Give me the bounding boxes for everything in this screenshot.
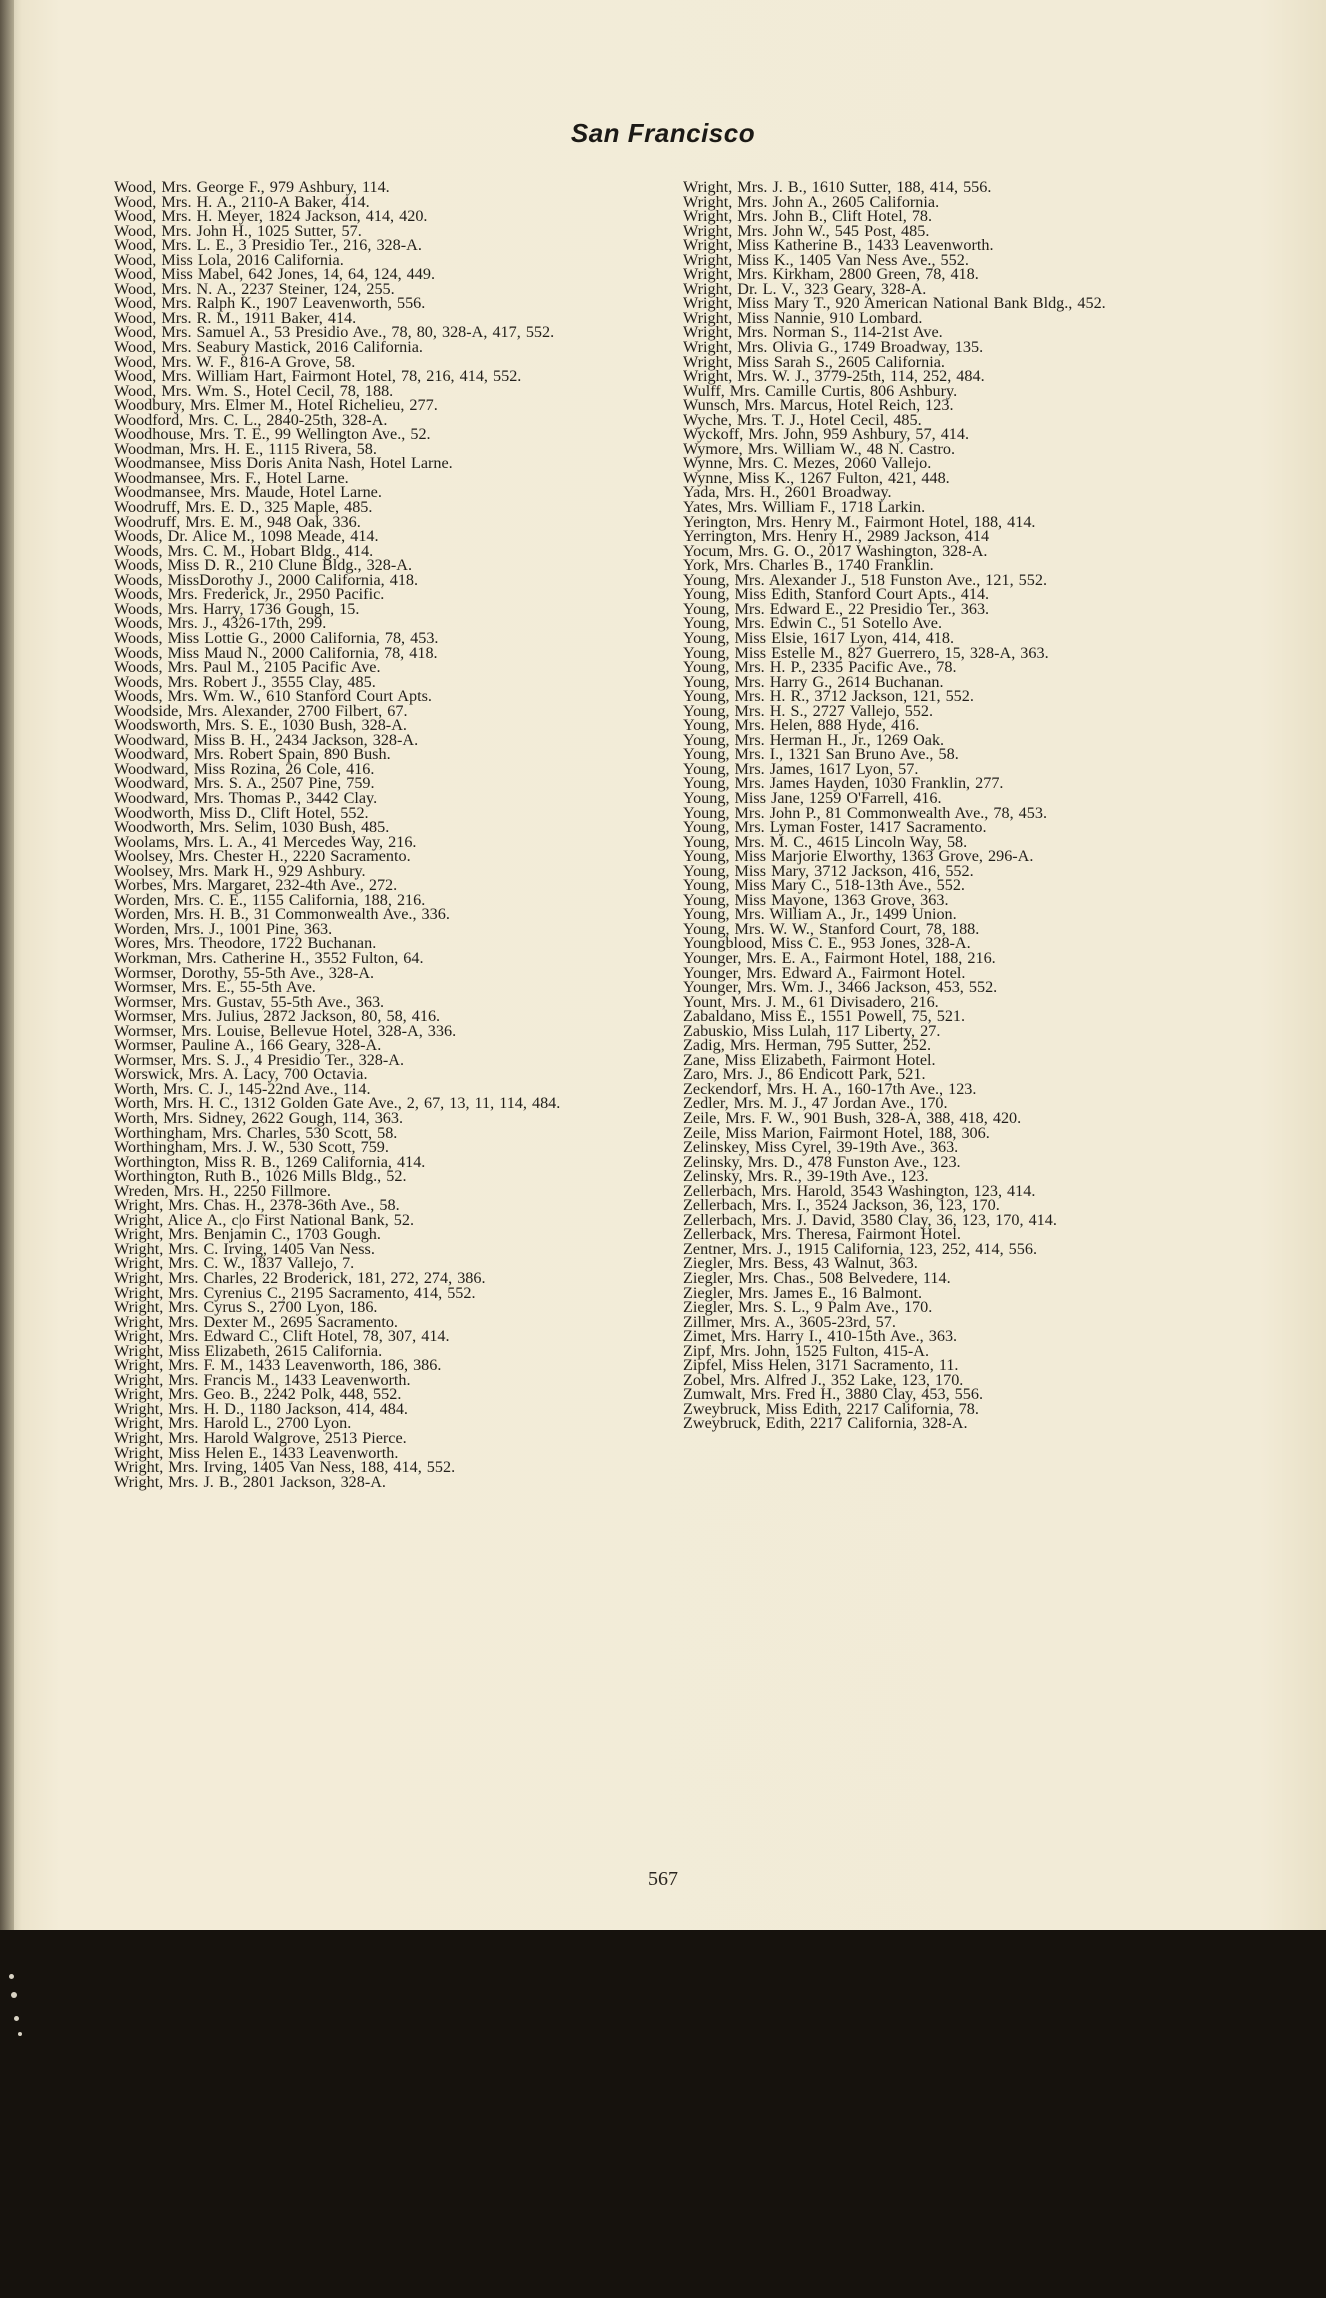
directory-entry: Wymore, Mrs. William W., 48 N. Castro. [683,439,956,458]
directory-entry: Woodmansee, Mrs. F., Hotel Larne. [114,468,349,487]
directory-entry: York, Mrs. Charles B., 1740 Franklin. [683,556,934,575]
directory-entry: Wreden, Mrs. H., 2250 Fillmore. [114,1181,331,1200]
directory-entry: Woolsey, Mrs. Chester H., 2220 Sacramento. [114,847,411,866]
directory-entry: Woodward, Mrs. Robert Spain, 890 Bush. [114,745,391,764]
directory-entry: Young, Mrs. Harry G., 2614 Buchanan. [683,672,944,691]
directory-entry: Woodmansee, Mrs. Maude, Hotel Larne. [114,483,382,502]
directory-entry: Zeile, Miss Marion, Fairmont Hotel, 188, 306. [683,1123,990,1142]
directory-entry: Young, Miss Mary, 3712 Jackson, 416, 552. [683,861,974,880]
directory-entry: Woods, MissDorothy J., 2000 California, 418. [114,570,419,589]
dust-speck [14,2016,19,2021]
directory-entry: Wright, Mrs. Francis M., 1433 Leavenworth. [114,1370,411,1389]
directory-entry: Wunsch, Mrs. Marcus, Hotel Reich, 123. [683,396,954,415]
directory-entry: Zeile, Mrs. F. W., 901 Bush, 328-A, 388, 418, 420. [683,1109,1022,1127]
directory-entry: Wormser, Dorothy, 55-5th Ave., 328-A. [114,963,375,982]
directory-entry: Wright, Mrs. H. D., 1180 Jackson, 414, 484. [114,1399,408,1418]
directory-entry: Young, Mrs. H. R., 3712 Jackson, 121, 552. [683,687,974,706]
directory-entry: Zellerback, Mrs. Theresa, Fairmont Hotel. [683,1225,961,1244]
directory-entry: Wright, Mrs. Kirkham, 2800 Green, 78, 418. [683,265,979,284]
directory-entry: Wulff, Mrs. Camille Curtis, 806 Ashbury. [683,381,958,400]
directory-entry: Wright, Miss Elizabeth, 2615 California. [114,1341,383,1360]
directory-entry: Wright, Mrs. Norman S., 114-21st Ave. [683,323,943,342]
directory-entry: Younger, Mrs. Wm. J., 3466 Jackson, 453, 552. [683,978,998,997]
directory-entry: Young, Miss Mary C., 518-13th Ave., 552. [683,876,965,895]
directory-entry: Woodsworth, Mrs. S. E., 1030 Bush, 328-A. [114,716,407,735]
directory-entry: Yocum, Mrs. G. O., 2017 Washington, 328-A. [683,541,988,560]
directory-entry: Wright, Mrs. Olivia G., 1749 Broadway, 135. [683,338,984,357]
directory-entry: Yerrington, Mrs. Henry H., 2989 Jackson, 414 [683,527,990,546]
directory-entry: Wynne, Miss K., 1267 Fulton, 421, 448. [683,468,950,487]
directory-entry: Woods, Mrs. Robert J., 3555 Clay, 485. [114,672,376,691]
directory-entry: Zadig, Mrs. Herman, 795 Sutter, 252. [683,1036,932,1055]
directory-entry: Wright, Mrs. W. J., 3779-25th, 114, 252, 484. [683,367,985,386]
directory-entry: Young, Mrs. James Hayden, 1030 Franklin, 277. [683,774,1004,793]
directory-entry: Ziegler, Mrs. James E., 16 Balmont. [683,1283,923,1302]
left-directory-column [114,180,654,1489]
dust-speck [11,1992,17,1998]
directory-entry: Woodruff, Mrs. E. D., 325 Maple, 485. [114,498,373,517]
directory-entry: Young, Mrs. Lyman Foster, 1417 Sacramento. [683,818,987,837]
directory-entry: Wormser, Mrs. Louise, Bellevue Hotel, 328-A, 336. [114,1021,457,1040]
directory-entry: Wright, Mrs. J. B., 1610 Sutter, 188, 414, 556. [683,178,992,196]
directory-entry: Zipf, Mrs. John, 1525 Fulton, 415-A. [683,1341,930,1360]
directory-entry: Wood, Mrs. Wm. S., Hotel Cecil, 78, 188. [114,381,394,400]
directory-entry: Wright, Mrs. John B., Clift Hotel, 78. [683,207,933,226]
directory-entry: Wright, Alice A., c|o First National Bank, 52. [114,1210,415,1229]
directory-entry: Woods, Mrs. C. M., Hobart Bldg., 414. [114,541,374,560]
directory-entry: Wood, Mrs. William Hart, Fairmont Hotel, 78, 216, 414, 552. [114,367,522,386]
directory-entry: Wright, Mrs. Edward C., Clift Hotel, 78, 307, 414. [114,1327,450,1346]
directory-entry: Wright, Mrs. Dexter M., 2695 Sacramento. [114,1312,398,1331]
directory-entry: Wormser, Pauline A., 166 Geary, 328-A. [114,1036,382,1055]
directory-entry: Young, Mrs. John P., 81 Commonwealth Ave., 78, 453. [683,803,1048,822]
directory-entry: Zabuskio, Miss Lulah, 117 Liberty, 27. [683,1021,941,1040]
directory-entry: Worth, Mrs. C. J., 145-22nd Ave., 114. [114,1079,371,1098]
directory-entry: Wormser, Mrs. Julius, 2872 Jackson, 80, 58, 416. [114,1007,441,1026]
directory-entry: Wood, Mrs. John H., 1025 Sutter, 57. [114,221,362,240]
directory-entry: Woods, Miss Lottie G., 2000 California, 78, 453. [114,628,439,647]
directory-entry: Worthington, Ruth B., 1026 Mills Bldg., 52. [114,1167,407,1186]
directory-entry: Yates, Mrs. William F., 1718 Larkin. [683,498,926,517]
directory-entry: Woodmansee, Miss Doris Anita Nash, Hotel Larne. [114,454,453,473]
directory-entry: Wright, Mrs. Harold Walgrove, 2513 Pierce. [114,1429,407,1448]
directory-entry: Young, Mrs. William A., Jr., 1499 Union. [683,905,957,924]
directory-entry: Woolsey, Mrs. Mark H., 929 Ashbury. [114,861,366,880]
directory-entry: Wright, Miss Mary T., 920 American National Bank Bldg., 452. [683,294,1106,313]
directory-entry: Worth, Mrs. Sidney, 2622 Gough, 114, 363. [114,1109,404,1127]
directory-entry: Zobel, Mrs. Alfred J., 352 Lake, 123, 170. [683,1370,964,1389]
directory-entry: Wood, Mrs. Seabury Mastick, 2016 California. [114,338,423,357]
directory-entry: Worthingham, Mrs. Charles, 530 Scott, 58. [114,1123,398,1142]
directory-entry: Wright, Mrs. Charles, 22 Broderick, 181, 272, 274, 386. [114,1269,486,1288]
directory-entry: Wood, Mrs. Samuel A., 53 Presidio Ave., 78, 80, 328-A, 417, 552. [114,323,555,342]
directory-entry: Zillmer, Mrs. A., 3605-23rd, 57. [683,1312,896,1331]
directory-entry: Zelinsky, Mrs. R., 39-19th Ave., 123. [683,1167,929,1186]
directory-entry: Woodhouse, Mrs. T. E., 99 Wellington Ave., 52. [114,425,431,444]
directory-entry: Wormser, Mrs. Gustav, 55-5th Ave., 363. [114,992,385,1011]
directory-entry: Worthington, Miss R. B., 1269 California, 414. [114,1152,426,1171]
directory-entry: Worden, Mrs. J., 1001 Pine, 363. [114,919,333,938]
directory-entry: Wright, Mrs. Irving, 1405 Van Ness, 188, 414, 552. [114,1458,456,1477]
directory-entry: Yerington, Mrs. Henry M., Fairmont Hotel, 188, 414. [683,512,1036,531]
directory-entry: Worden, Mrs. H. B., 31 Commonwealth Ave., 336. [114,905,450,924]
directory-entry: Worbes, Mrs. Margaret, 232-4th Ave., 272. [114,876,398,895]
directory-entry: Woods, Miss D. R., 210 Clune Bldg., 328-A. [114,556,412,575]
directory-entry: Zedler, Mrs. M. J., 47 Jordan Ave., 170. [683,1094,948,1113]
directory-entry: Wright, Mrs. C. W., 1837 Vallejo, 7. [114,1254,355,1273]
directory-entry: Woods, Miss Maud N., 2000 California, 78, 418. [114,643,438,662]
directory-entry: Woodbury, Mrs. Elmer M., Hotel Richelieu, 277. [114,396,438,415]
directory-entry: Wood, Miss Mabel, 642 Jones, 14, 64, 124, 449. [114,265,435,284]
directory-entry: Woodward, Mrs. Thomas P., 3442 Clay. [114,788,378,807]
directory-entry: Zimet, Mrs. Harry I., 410-15th Ave., 363. [683,1327,958,1346]
directory-entry: Woods, Mrs. Paul M., 2105 Pacific Ave. [114,658,381,677]
directory-entry: Zaro, Mrs. J., 86 Endicott Park, 521. [683,1065,926,1084]
directory-entry: Zabaldano, Miss E., 1551 Powell, 75, 521. [683,1007,966,1026]
directory-entry: Wright, Mrs. F. M., 1433 Leavenworth, 186, 386. [114,1356,442,1375]
directory-entry: Wood, Mrs. W. F., 816-A Grove, 58. [114,352,356,371]
directory-entry: Zellerbach, Mrs. Harold, 3543 Washington, 123, 414. [683,1181,1036,1200]
directory-entry: Ziegler, Mrs. S. L., 9 Palm Ave., 170. [683,1298,933,1317]
directory-entry: Zipfel, Miss Helen, 3171 Sacramento, 11. [683,1356,959,1375]
directory-entry: Wright, Miss Nannie, 910 Lombard. [683,308,923,327]
directory-entry: Wood, Mrs. R. M., 1911 Baker, 414. [114,308,357,327]
directory-entry: Young, Miss Jane, 1259 O'Farrell, 416. [683,788,942,807]
directory-entry: Yount, Mrs. J. M., 61 Divisadero, 216. [683,992,939,1011]
directory-entry: Wright, Mrs. J. B., 2801 Jackson, 328-A. [114,1472,386,1491]
directory-entry: Youngblood, Miss C. E., 953 Jones, 328-A. [683,934,971,953]
directory-entry: Worthingham, Mrs. J. W., 530 Scott, 759. [114,1138,389,1157]
directory-entry: Woods, Mrs. Harry, 1736 Gough, 15. [114,599,360,618]
directory-entry: Woods, Mrs. Wm. W., 610 Stanford Court Apts. [114,687,432,706]
directory-entry: Zellerbach, Mrs. I., 3524 Jackson, 36, 123, 170. [683,1196,1000,1215]
directory-entry: Woodward, Mrs. S. A., 2507 Pine, 759. [114,774,375,793]
directory-entry: Zumwalt, Mrs. Fred H., 3880 Clay, 453, 556. [683,1385,984,1404]
directory-entry: Woodside, Mrs. Alexander, 2700 Filbert, 67. [114,701,408,720]
directory-entry: Younger, Mrs. E. A., Fairmont Hotel, 188, 216. [683,948,996,967]
directory-entry: Wright, Miss Helen E., 1433 Leavenworth. [114,1443,399,1462]
directory-entry: Young, Mrs. Helen, 888 Hyde, 416. [683,716,920,735]
directory-entry: Workman, Mrs. Catherine H., 3552 Fulton, 64. [114,948,424,967]
dust-speck [18,2032,22,2036]
directory-entry: Young, Miss Estelle M., 827 Guerrero, 15, 328-A, 363. [683,643,1049,662]
directory-entry: Wright, Mrs. Cyrenius C., 2195 Sacramento, 414, 552. [114,1283,476,1302]
directory-entry: Young, Miss Mayone, 1363 Grove, 363. [683,890,949,909]
directory-entry: Zane, Miss Elizabeth, Fairmont Hotel. [683,1050,936,1069]
directory-entry: Woods, Dr. Alice M., 1098 Meade, 414. [114,527,379,546]
directory-entry: Young, Miss Edith, Stanford Court Apts., 414. [683,585,990,604]
directory-entry: Wright, Miss K., 1405 Van Ness Ave., 552. [683,250,969,269]
directory-entry: Woodford, Mrs. C. L., 2840-25th, 328-A. [114,410,388,429]
directory-entry: Worden, Mrs. C. E., 1155 California, 188, 216. [114,890,426,909]
directory-entry: Woodruff, Mrs. E. M., 948 Oak, 336. [114,512,361,531]
directory-entry: Worth, Mrs. H. C., 1312 Golden Gate Ave., 2, 67, 13, 11, 114, 484. [114,1094,561,1113]
directory-entry: Zweybruck, Edith, 2217 California, 328-A. [683,1414,968,1433]
right-directory-column [683,180,1228,1431]
directory-entry: Zweybruck, Miss Edith, 2217 California, 78. [683,1399,979,1418]
directory-entry: Woods, Mrs. J., 4326-17th, 299. [114,614,327,633]
directory-entry: Wright, Mrs. Cyrus S., 2700 Lyon, 186. [114,1298,378,1317]
directory-entry: Woodward, Miss Rozina, 26 Cole, 416. [114,759,375,778]
page-number: 567 [648,1868,678,1890]
directory-entry: Woodward, Miss B. H., 2434 Jackson, 328-A. [114,730,419,749]
directory-entry: Young, Mrs. H. P., 2335 Pacific Ave., 78. [683,658,957,677]
directory-entry: Zelinsky, Mrs. D., 478 Funston Ave., 123. [683,1152,961,1171]
directory-entry: Woodworth, Mrs. Selim, 1030 Bush, 485. [114,818,390,837]
directory-entry: Young, Mrs. I., 1321 San Bruno Ave., 58. [683,745,959,764]
directory-entry: Wores, Mrs. Theodore, 1722 Buchanan. [114,934,377,953]
directory-entry: Wright, Mrs. Geo. B., 2242 Polk, 448, 552. [114,1385,402,1404]
directory-entry: Young, Mrs. James, 1617 Lyon, 57. [683,759,919,778]
directory-entry: Zellerbach, Mrs. J. David, 3580 Clay, 36, 123, 170, 414. [683,1210,1057,1229]
directory-entry: Woodman, Mrs. H. E., 1115 Rivera, 58. [114,439,377,458]
directory-entry: Wood, Mrs. H. Meyer, 1824 Jackson, 414, 420. [114,207,428,226]
directory-entry: Younger, Mrs. Edward A., Fairmont Hotel. [683,963,966,982]
page-gutter-shadow [0,0,14,1930]
directory-entry: Young, Mrs. W. W., Stanford Court, 78, 188. [683,919,980,938]
directory-entry: Wynne, Mrs. C. Mezes, 2060 Vallejo. [683,454,932,473]
scan-background [0,1930,1326,2298]
directory-entry: Young, Mrs. Edward E., 22 Presidio Ter., 363. [683,599,990,618]
directory-entry: Wright, Mrs. C. Irving, 1405 Van Ness. [114,1239,375,1258]
directory-entry: Ziegler, Mrs. Bess, 43 Walnut, 363. [683,1254,918,1273]
directory-entry: Wyckoff, Mrs. John, 959 Ashbury, 57, 414. [683,425,970,444]
directory-entry: Young, Mrs. M. C., 4615 Lincoln Way, 58. [683,832,968,851]
directory-entry: Wood, Miss Lola, 2016 California. [114,250,344,269]
directory-entry: Wood, Mrs. N. A., 2237 Steiner, 124, 255. [114,279,395,298]
directory-entry: Wright, Miss Katherine B., 1433 Leavenworth. [683,236,994,255]
directory-entry: Yada, Mrs. H., 2601 Broadway. [683,483,892,502]
directory-entry: Young, Mrs. H. S., 2727 Vallejo, 552. [683,701,934,720]
directory-entry: Young, Mrs. Edwin C., 51 Sotello Ave. [683,614,943,633]
directory-entry: Wormser, Mrs. S. J., 4 Presidio Ter., 328-A. [114,1050,405,1069]
directory-entry: Zeckendorf, Mrs. H. A., 160-17th Ave., 123. [683,1079,977,1098]
directory-entry: Young, Mrs. Herman H., Jr., 1269 Oak. [683,730,945,749]
directory-entry: Woolams, Mrs. L. A., 41 Mercedes Way, 216. [114,832,417,851]
directory-entry: Worswick, Mrs. A. Lacy, 700 Octavia. [114,1065,368,1084]
directory-entry: Woods, Mrs. Frederick, Jr., 2950 Pacific. [114,585,385,604]
directory-entry: Ziegler, Mrs. Chas., 508 Belvedere, 114. [683,1269,951,1288]
directory-entry: Wright, Mrs. Harold L., 2700 Lyon. [114,1414,352,1433]
directory-entry: Zentner, Mrs. J., 1915 California, 123, 252, 414, 556. [683,1239,1037,1258]
directory-entry: Wood, Mrs. Ralph K., 1907 Leavenworth, 556. [114,294,426,313]
directory-entry: Wood, Mrs. George F., 979 Ashbury, 114. [114,178,390,196]
directory-entry: Wright, Mrs. John A., 2605 California. [683,192,940,211]
page-title: San Francisco [570,118,756,148]
directory-entry: Young, Miss Marjorie Elworthy, 1363 Grove, 296-A. [683,847,1034,866]
directory-entry: Wright, Mrs. Chas. H., 2378-36th Ave., 58. [114,1196,400,1215]
directory-entry: Wright, Miss Sarah S., 2605 California. [683,352,945,371]
dust-speck [9,1974,14,1979]
directory-entry: Young, Mrs. Alexander J., 518 Funston Ave., 121, 552. [683,570,1047,589]
directory-entry: Young, Miss Elsie, 1617 Lyon, 414, 418. [683,628,955,647]
directory-entry: Zelinskey, Miss Cyrel, 39-19th Ave., 363. [683,1138,959,1157]
directory-entry: Wright, Dr. L. V., 323 Geary, 328-A. [683,279,927,298]
directory-entry: Woodworth, Miss D., Clift Hotel, 552. [114,803,369,822]
directory-entry: Wormser, Mrs. E., 55-5th Ave. [114,978,316,997]
directory-entry: Wright, Mrs. Benjamin C., 1703 Gough. [114,1225,381,1244]
directory-entry: Wyche, Mrs. T. J., Hotel Cecil, 485. [683,410,922,429]
directory-entry: Wright, Mrs. John W., 545 Post, 485. [683,221,930,240]
directory-entry: Wood, Mrs. H. A., 2110-A Baker, 414. [114,192,370,211]
directory-entry: Wood, Mrs. L. E., 3 Presidio Ter., 216, 328-A. [114,236,422,255]
